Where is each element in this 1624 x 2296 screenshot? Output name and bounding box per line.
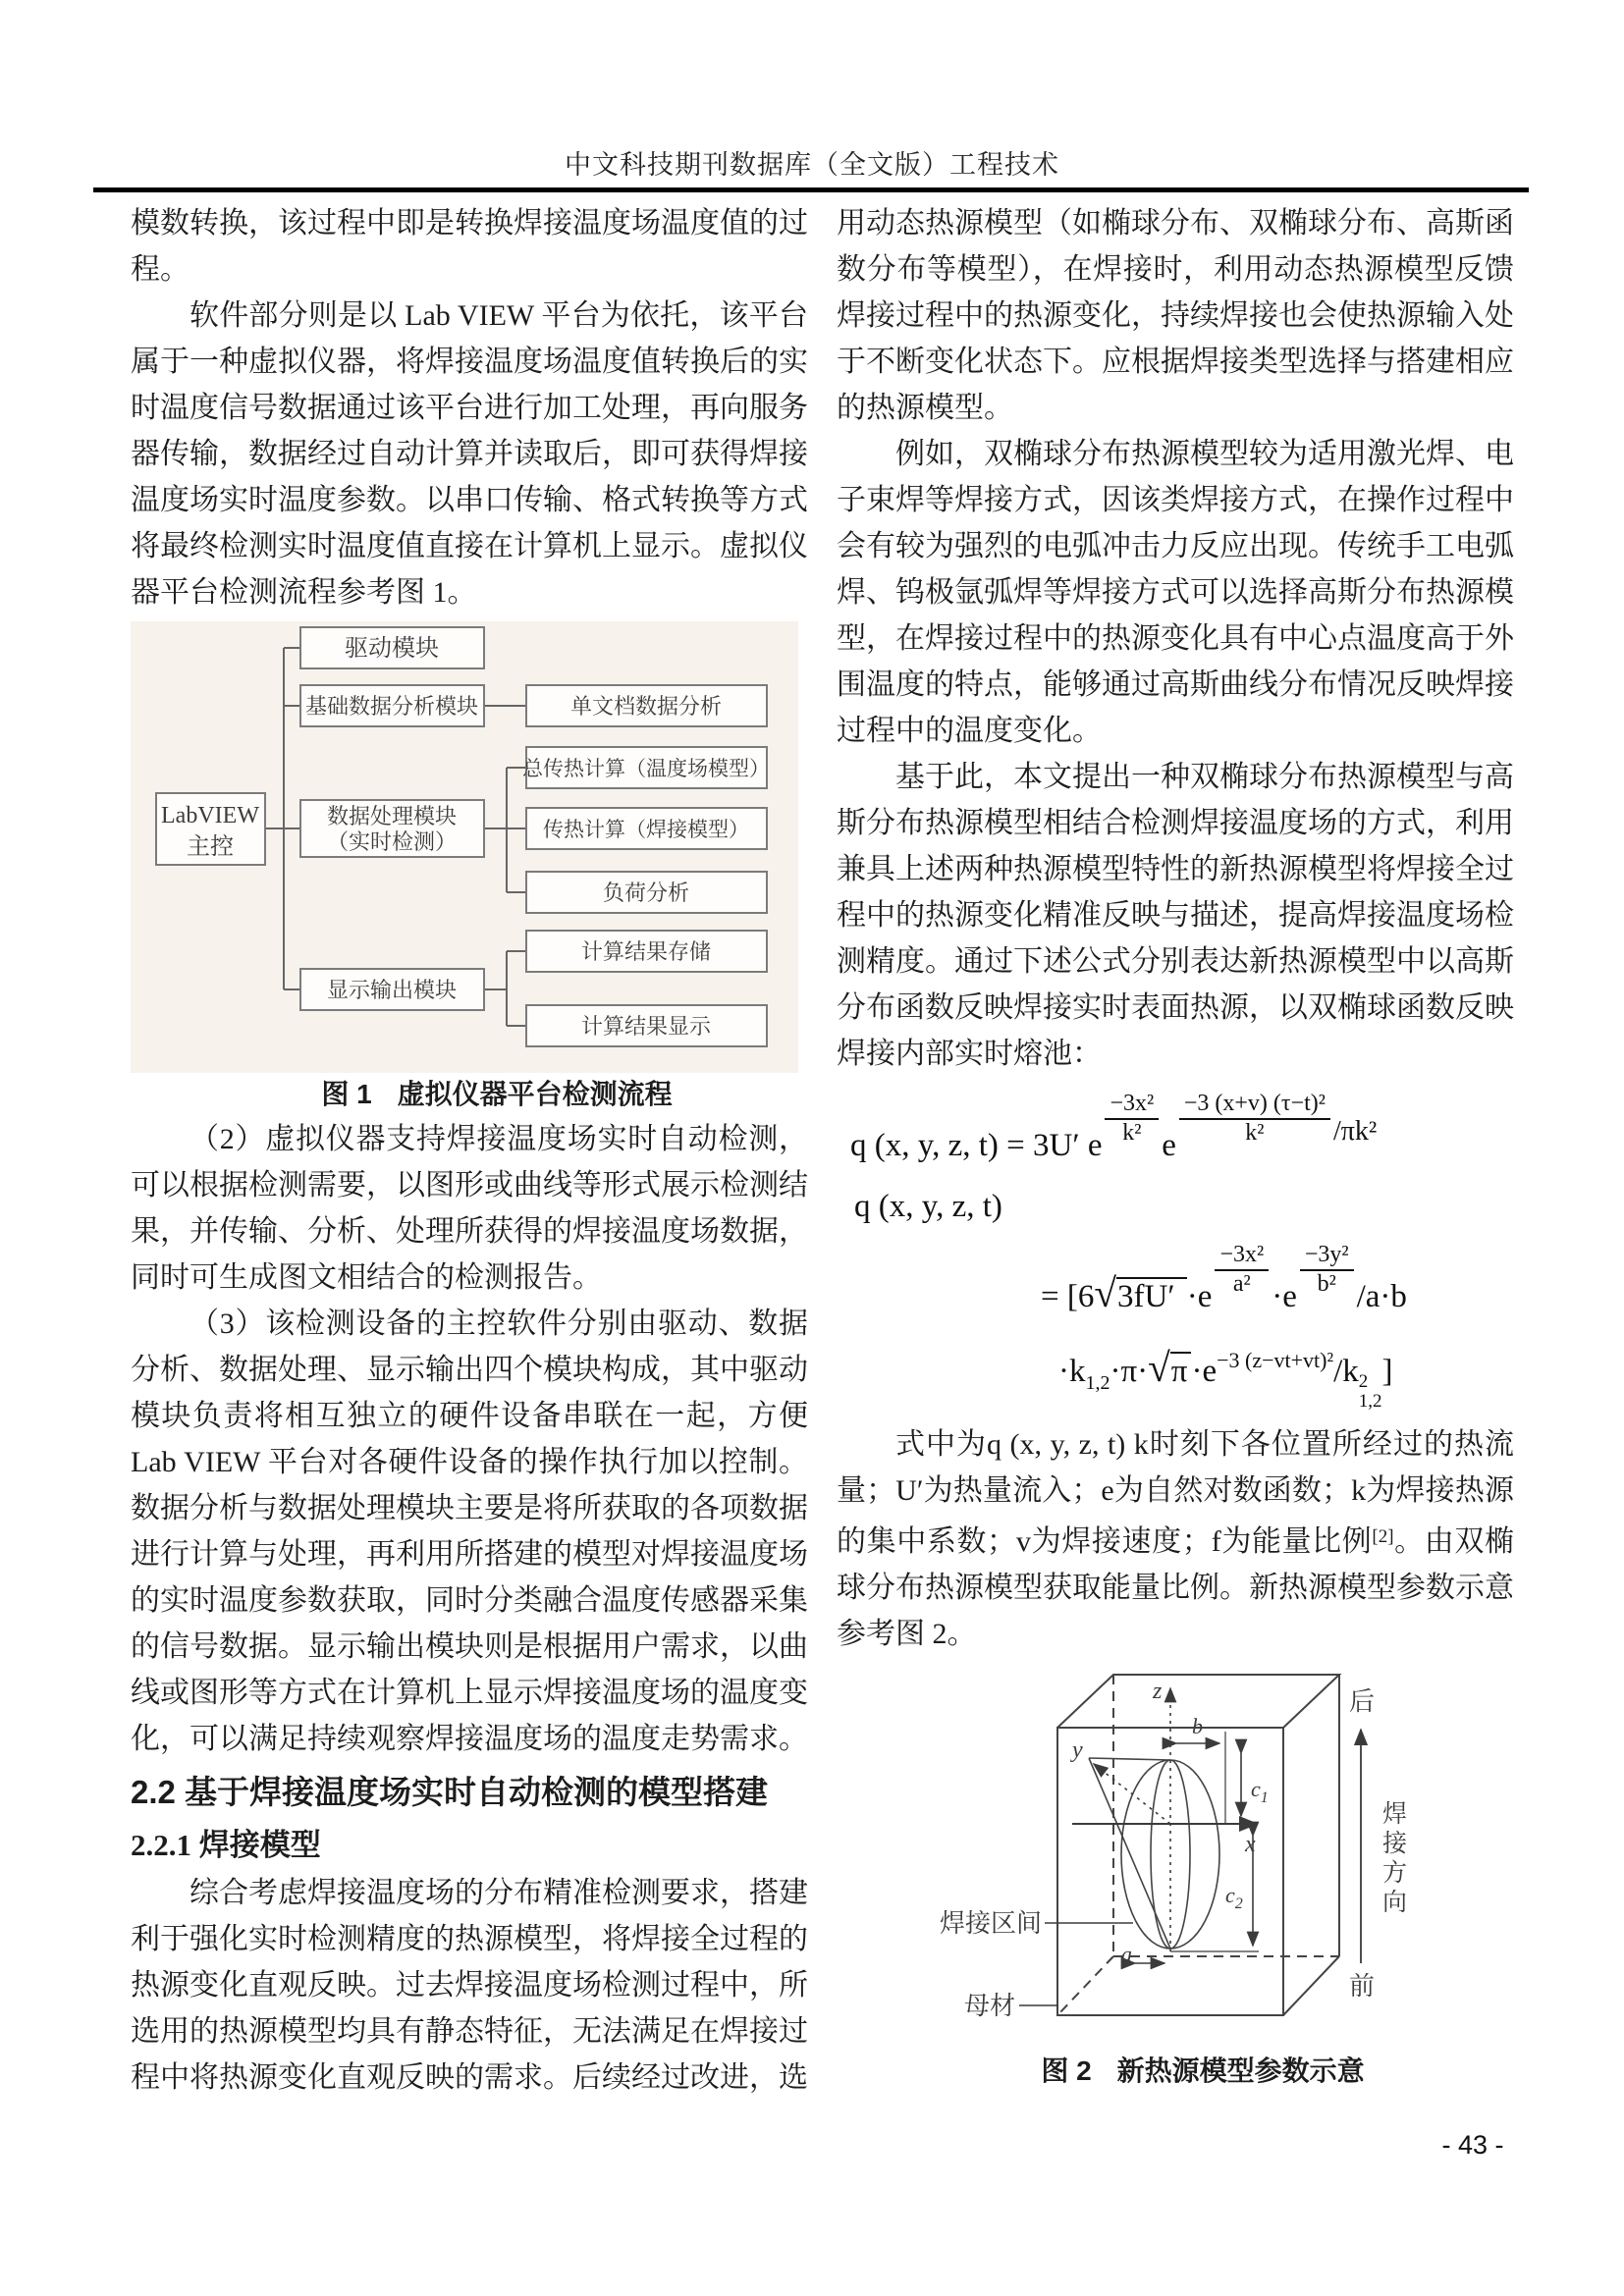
node-show-label: 计算结果显示 xyxy=(580,1014,712,1039)
right-column xyxy=(837,200,1514,2093)
front-label: 前 xyxy=(1349,1971,1376,2001)
weld-direction-char2: 接 xyxy=(1382,1830,1408,1857)
formula2-line3: $\cdot k_{1,2}\cdot\pi\cdot√\pi \cdot e^{-3 (z-vt+vt)^2}/k$ 2 1,2 ] xyxy=(1058,1344,1393,1412)
fig1-node-basic xyxy=(300,685,484,726)
figure1-flowchart xyxy=(131,621,798,1073)
node-dataproc-line2: （实时检测） xyxy=(326,829,458,854)
paragraph: 例如，双椭球分布热源模型较为适用激光焊、电子束焊等焊接方式，因该类焊接方式，在操作过程中会有较为强烈的电弧冲击力反应出现。传统手工电弧焊、钨极氩弧焊等焊接方式可以选择高斯分布热源模型，在焊接过程中的热源变化具有中心点温度高于外围温度的特点，能够通过高斯曲线分布情况反映焊接过程中的温度变化。 xyxy=(837,438,1514,747)
figure1-caption-label: 图 1 xyxy=(321,1079,372,1109)
z-axis-label: z xyxy=(1153,1678,1163,1704)
y-axis-label: y xyxy=(1072,1736,1083,1763)
x-axis-label: x xyxy=(1245,1831,1256,1857)
journal-header: 中文科技期刊数据库（全文版）工程技术 xyxy=(565,150,1059,180)
node-drive-label: 驱动模块 xyxy=(345,636,439,662)
node-totalheat-label: 总传热计算（温度场模型） xyxy=(522,757,770,780)
formula1-e2: e xyxy=(1162,1127,1176,1163)
figure2-diagram xyxy=(846,1667,1514,2050)
fig1-node-heat xyxy=(526,808,767,849)
node-heat-label: 传热计算（焊接模型） xyxy=(543,818,749,841)
subsection-heading-2-2-1: 2.2.1 焊接模型 xyxy=(131,1828,321,1862)
left-column xyxy=(131,200,808,2101)
node-labview-line2: 主控 xyxy=(187,834,234,860)
formula2-exponent2: $\frac{\text{−3y²}}{\text{b²}}$ xyxy=(1300,1242,1354,1298)
page-number: - 43 - xyxy=(1441,2130,1504,2160)
y-axis xyxy=(1094,1764,1170,1824)
fig1-node-totalheat xyxy=(522,747,770,788)
paragraph: （3）该检测设备的主控软件分别由驱动、数据分析、数据处理、显示输出四个模块构成，其中驱动模块负责将相互独立的硬件设备串联在一起，方便 Lab VIEW 平台对各硬件设备的操作执行加以控制。数据分析与数据处理模块主要是将所获取的各项数据进行计算与处理，再利用所搭建的模型对焊接温度场的实时温度参数获取，同时分类融合温度传感器采集的信号数据。显示输出模块则是根据用户需求，以曲线或图形等方式在计算机上显示焊接温度场的温度变化，可以满足持续观察焊接温度场的温度走势需求。 xyxy=(131,1308,808,1755)
weld-direction-char4: 向 xyxy=(1382,1889,1408,1916)
weld-zone-label: 焊接区间 xyxy=(940,1908,1043,1938)
node-singledoc-label: 单文档数据分析 xyxy=(569,694,723,719)
figure2-svg xyxy=(846,1667,1514,2050)
a-label: a xyxy=(1121,1941,1132,1966)
node-load-label: 负荷分析 xyxy=(602,881,690,905)
paragraph: 模数转换，该过程中即是转换焊接温度场温度值的过程。 xyxy=(131,207,808,286)
fig1-node-load xyxy=(526,872,767,913)
paragraph: （2）虚拟仪器支持焊接温度场实时自动检测，可以根据检测需要，以图形或曲线等形式展示检测结果，并传输、分析、处理所获得的焊接温度场数据，同时可生成图文相结合的检测报告。 xyxy=(131,1123,808,1294)
formula2-lhs-line: q (x, y, z, t) xyxy=(854,1189,1002,1225)
fig2-axes xyxy=(1070,1679,1257,1951)
k-sup-sub: 2 1,2 xyxy=(1358,1370,1382,1412)
back-label: 后 xyxy=(1349,1686,1376,1716)
base-metal-label: 母材 xyxy=(964,1991,1016,2020)
figure1-caption-text: 虚拟仪器平台检测流程 xyxy=(397,1079,673,1109)
node-store-label: 计算结果存储 xyxy=(580,939,712,964)
formula1-e: e xyxy=(1087,1127,1103,1163)
fig1-node-labview xyxy=(156,793,265,865)
figure2-caption xyxy=(837,2050,1514,2093)
paragraph: 基于此，本文提出一种双椭球分布热源模型与高斯分布热源模型相结合检测焊接温度场的方式，利用兼具上述两种热源模型特性的新热源模型将焊接全过程中的热源变化精准反映与描述，提高焊接温度场检测精度。通过下述公式分别表达新热源模型中以高斯分布函数反映焊接实时表面热源，以双椭球函数反映焊接内部实时熔池： xyxy=(837,761,1514,1070)
formula1-lhs: q (x, y, z, t) = 3U′ xyxy=(850,1127,1088,1163)
formula2-exponent1: $\frac{\text{−3x²}}{\text{a²}}$ xyxy=(1215,1242,1269,1298)
weld-direction-char1: 焊 xyxy=(1382,1800,1408,1828)
figure2-caption-label: 图 2 xyxy=(1041,2055,1092,2086)
node-basic-label: 基础数据分析模块 xyxy=(304,694,479,719)
node-dataproc-line1: 数据处理模块 xyxy=(326,804,458,828)
fig2-ellipsoid xyxy=(1089,1758,1219,1949)
fig2-direction xyxy=(1349,1687,1408,2001)
citation-ref-2: [2] xyxy=(1372,1525,1394,1547)
paragraph: 综合考虑焊接温度场的分布精准检测要求，搭建利于强化实时检测精度的热源模型，将焊接全过程的热源变化直观反映。过去焊接温度场检测过程中，所选用的热源模型均具有静态特征，无法满足在焊接过程中将热源变化直观反映的需求。后续经过改进，选 xyxy=(131,1877,808,2094)
node-output-label: 显示输出模块 xyxy=(326,978,458,1002)
fig2-callouts xyxy=(940,1909,1133,2020)
figure1-svg xyxy=(131,621,798,1073)
paragraph: 用动态热源模型（如椭球分布、双椭球分布、高斯函数分布等模型），在焊接时，利用动态热源模型反馈焊接过程中的热源变化，持续焊接也会使热源输入处于不断变化状态下。应根据焊接类型选择与搭建相应的热源模型。 xyxy=(837,207,1514,424)
weld-direction-char3: 方 xyxy=(1382,1859,1408,1887)
figure1-caption xyxy=(131,1073,808,1116)
paragraph: 软件部分则是以 Lab VIEW 平台为依托，该平台属于一种虚拟仪器，将焊接温度场温度值转换后的实时温度信号数据通过该平台进行加工处理，再向服务器传输，数据经过自动计算并读取后，即可获得焊接温度场实时温度参数。以串口传输、格式转换等方式将最终检测实时温度值直接在计算机上显示。虚拟仪器平台检测流程参考图 1。 xyxy=(131,299,808,609)
formula1-exponent2: $\frac{\text{−3 (x+v) (τ−t)²}}{\text{k²}}$ xyxy=(1179,1091,1330,1147)
c1-label: $c_1$ xyxy=(1251,1776,1269,1806)
header-rule xyxy=(93,187,1529,192)
paragraph: 式中为q (x, y, z, t) k时刻下各位置所经过的热流量；U′为热量流入；e为自然对数函数；k为焊接热源的集中系数；v为焊接速度；f为能量比例[2]。由双椭球分布热源模型获取能量比例。新热源模型参数示意参考图 2。 xyxy=(837,1427,1514,1650)
node-labview-line1: LabVIEW xyxy=(161,803,259,828)
section-heading-2-2: 2.2 基于焊接温度场实时自动检测的模型搭建 xyxy=(131,1774,769,1810)
sqrt-pi: √π xyxy=(1148,1354,1191,1389)
b-label: b xyxy=(1192,1713,1203,1738)
figure2-caption-text: 新热源模型参数示意 xyxy=(1116,2055,1365,2086)
sqrt-radical: √3fU′ xyxy=(1094,1279,1186,1314)
formula2-line2: = [6√3fU′ ·e $\frac{\text{−3x²}}{\text{a²}}$ ·e $\frac{\text{−3y²}}{\text{b²}}$ /a·b xyxy=(1041,1242,1407,1316)
fig1-node-drive xyxy=(300,627,484,668)
fig1-node-output xyxy=(300,969,484,1010)
formula-surface-heat-source xyxy=(850,1091,1514,1163)
formula1-tail: /πk² xyxy=(1332,1115,1378,1147)
fig1-node-singledoc xyxy=(526,685,767,726)
fig1-node-dataproc xyxy=(300,800,484,857)
fig1-node-store xyxy=(526,931,767,972)
fig1-node-show xyxy=(526,1005,767,1046)
formula1-exponent1: $\frac{\text{−3x²}}{\text{k²}}$ xyxy=(1105,1091,1159,1147)
c2-label: $c_2$ xyxy=(1225,1882,1243,1912)
